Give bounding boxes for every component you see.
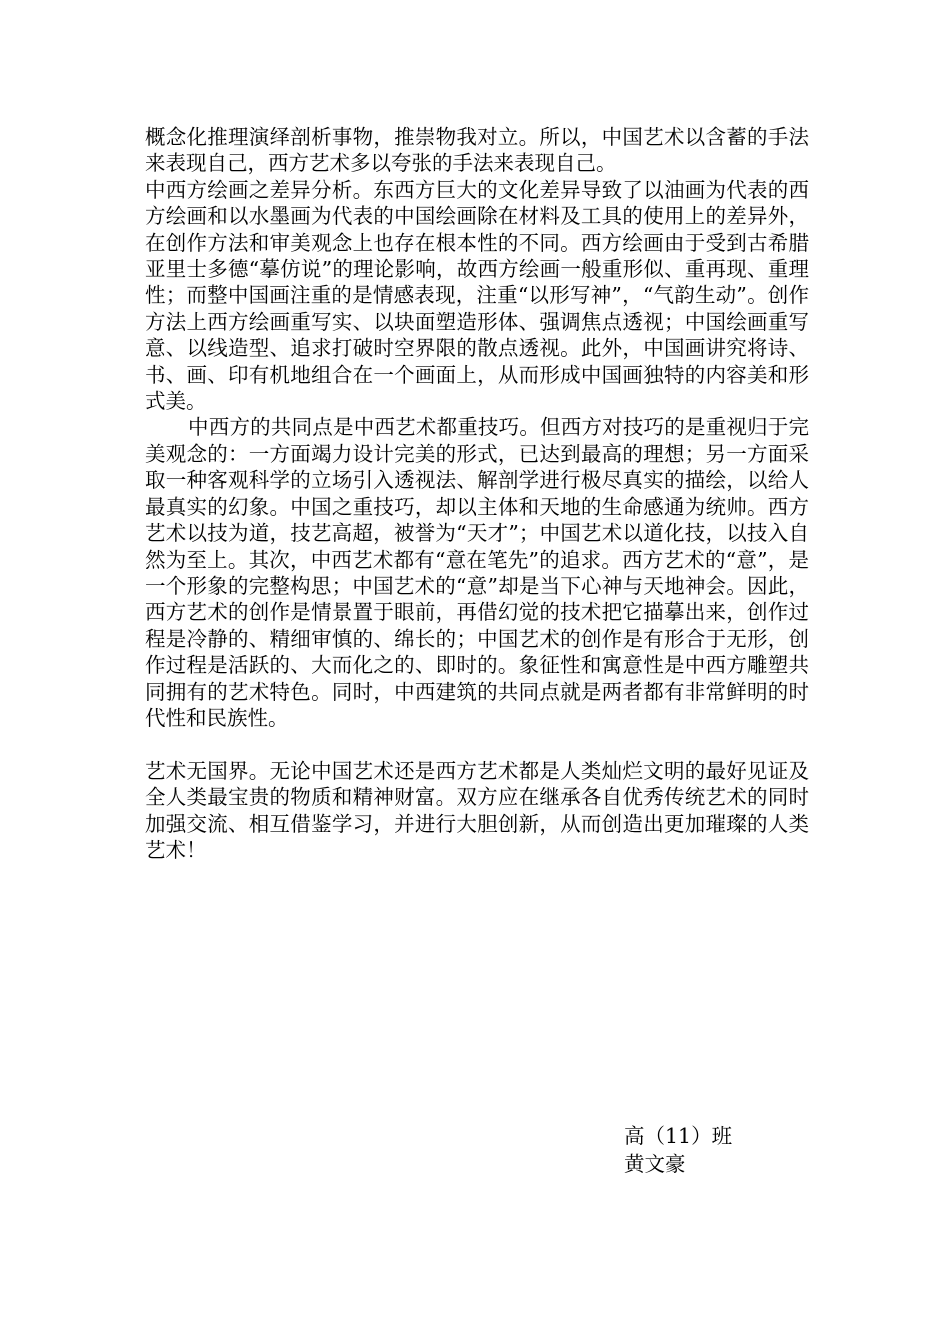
signature-author: 黄文豪 — [624, 1152, 686, 1176]
paragraph-1: 概念化推理演绎剖析事物，推崇物我对立。所以，中国艺术以含蓄的手法来表现自己，西方艺术多以夸张的手法来表现自己。 — [145, 125, 809, 176]
paragraph-4: 艺术无国界。无论中国艺术还是西方艺术都是人类灿烂文明的最好见证及全人类最宝贵的物质和精神财富。双方应在继承各自优秀传统艺术的同时加强交流、相互借鉴学习，并进行大胆创新，从而创造出更加璀璨的人类艺术！ — [145, 758, 809, 862]
paragraph-3: 中西方的共同点是中西艺术都重技巧。但西方对技巧的是重视归于完美观念的：一方面竭力设计完美的形式，已达到最高的理想；另一方面采取一种客观科学的立场引入透视法、解剖学进行极尽真实的描绘，以给人最真实的幻象。中国之重技巧，却以主体和天地的生命感通为统帅。西方艺术以技为道，技艺高超，被誉为“天才”；中国艺术以道化技，以技入自然为至上。其次，中西艺术都有“意在笔先”的追求。西方艺术的“意”，是一个形象的完整构思；中国艺术的“意”却是当下心神与天地神会。因此，西方艺术的创作是情景置于眼前，再借幻觉的技术把它描摹出来，创作过程是冷静的、精细审慎的、绵长的；中国艺术的创作是有形合于无形，创作过程是活跃的、大而化之的、即时的。象征性和寓意性是中西方雕塑共同拥有的艺术特色。同时，中西建筑的共同点就是两者都有非常鲜明的时代性和民族性。 — [145, 415, 809, 730]
essay-body — [145, 124, 809, 863]
paragraph-spacer — [145, 731, 809, 757]
paragraph-2: 中西方绘画之差异分析。东西方巨大的文化差异导致了以油画为代表的西方绘画和以水墨画为代表的中国绘画除在材料及工具的使用上的差异外，在创作方法和审美观念上也存在根本性的不同。西方绘画由于受到古希腊亚里士多德“摹仿说”的理论影响，故西方绘画一般重形似、重再现、重理性；而整中国画注重的是情感表现，注重“以形写神”，“气韵生动”。创作方法上西方绘画重写实、以块面塑造形体、强调焦点透视；中国绘画重写意、以线造型、追求打破时空界限的散点透视。此外，中国画讲究将诗、书、画、印有机地组合在一个画面上，从而形成中国画独特的内容美和形式美。 — [145, 177, 809, 414]
signature-class: 高（11）班 — [624, 1124, 733, 1148]
signature-block — [624, 1122, 732, 1178]
